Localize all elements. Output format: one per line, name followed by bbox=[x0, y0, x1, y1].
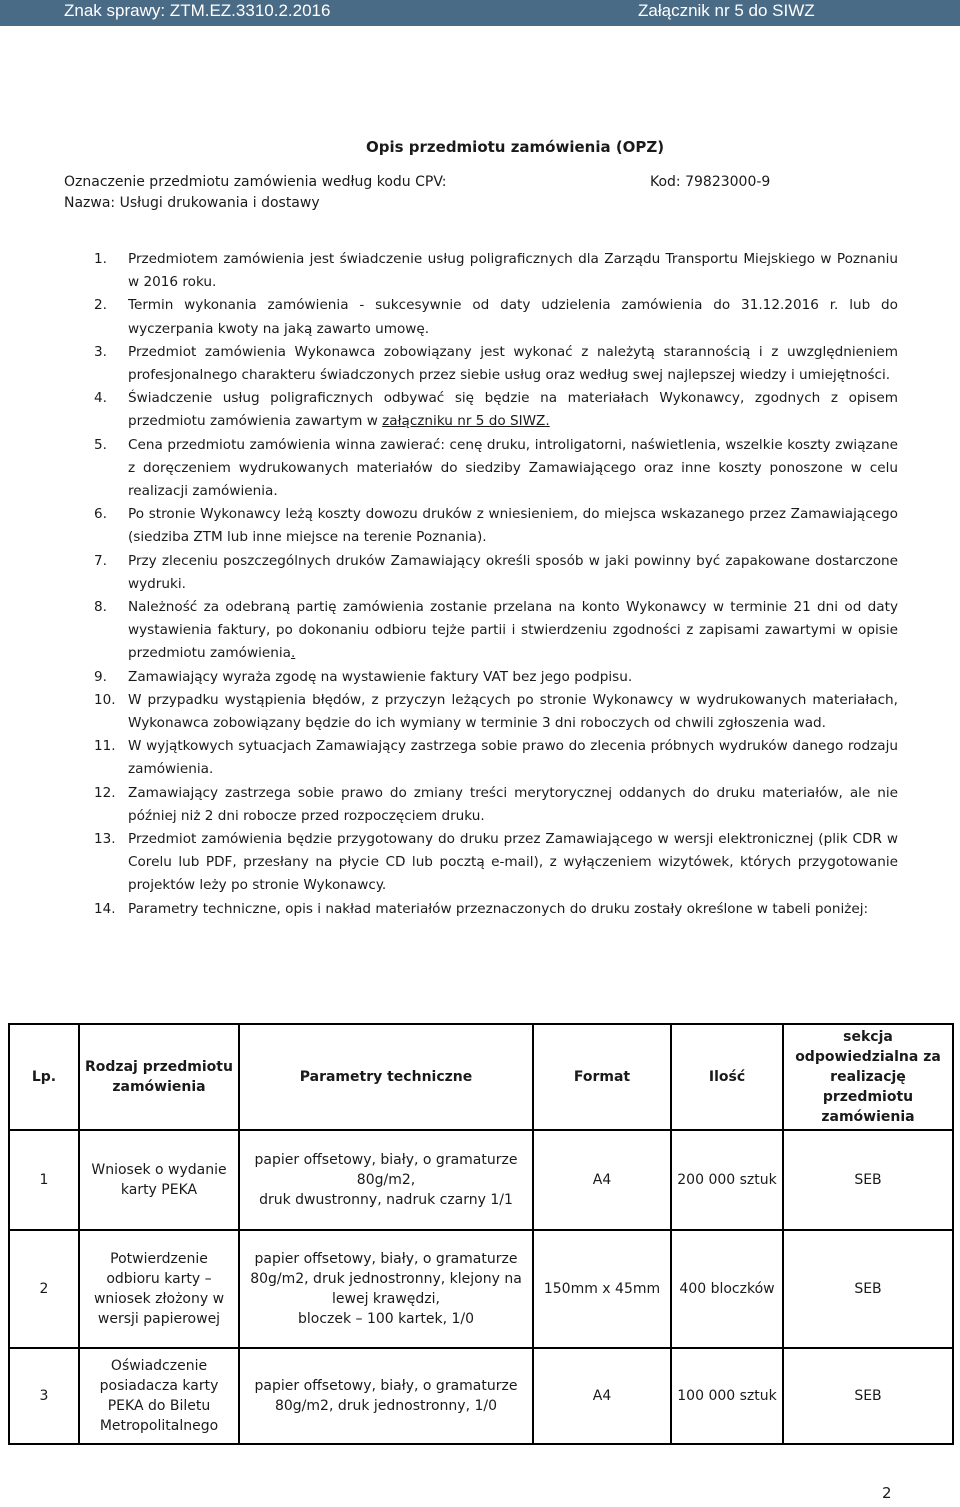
item-text-body: W przypadku wystąpienia błędów, z przyczyn leżących po stronie Wykonawcy w wydrukowanych materiałach, Wykonawca zobowiązany będzie do ich wymiany w terminie 3 dni roboczych od chwili zgłoszenia wad. bbox=[128, 691, 898, 732]
item-text-body: Parametry techniczne, opis i nakład materiałów przeznaczonych do druku zostały określone w tabeli poniżej: bbox=[128, 900, 869, 917]
specification-table bbox=[8, 1023, 954, 1445]
item-text-body: Zamawiający wyraża zgodę na wystawienie faktury VAT bez jego podpisu. bbox=[128, 668, 633, 685]
underlined-reference: załączniku nr 5 do SIWZ. bbox=[382, 413, 550, 430]
item-number: 8. bbox=[94, 599, 107, 616]
table-row bbox=[9, 1348, 953, 1444]
item-text bbox=[128, 596, 898, 666]
item-text-body: Przedmiot zamówienia będzie przygotowany do druku przez Zamawiającego w wersji elektronicznej (plik CDR w Corelu lub PDF, przesłany na płycie CD lub pocztą e-mail), z wyłączeniem wizytówek, których przygotowanie projektów leży po stronie Wykonawcy. bbox=[128, 831, 898, 894]
list-item bbox=[94, 341, 898, 387]
item-text-body: Po stronie Wykonawcy leżą koszty dowozu druków z wniesieniem, do miejsca wskazanego przez Zamawiającego (siedziba ZTM lub inne miejsce na terenie Poznania). bbox=[128, 506, 898, 546]
page-number: 2 bbox=[882, 1484, 892, 1502]
service-name: Nazwa: Usługi drukowania i dostawy bbox=[64, 195, 320, 211]
item-number: 1. bbox=[94, 251, 107, 267]
list-item bbox=[94, 666, 898, 689]
cell-format: 150mm x 45mm bbox=[533, 1230, 671, 1348]
header-lp: Lp. bbox=[9, 1024, 79, 1130]
list-item bbox=[94, 596, 898, 666]
header-section: sekcja odpowiedzialna za realizację przedmiotu zamówienia bbox=[783, 1024, 953, 1130]
item-number: 14. bbox=[94, 900, 116, 917]
item-text bbox=[128, 828, 898, 898]
item-text bbox=[128, 666, 898, 689]
cell-format: A4 bbox=[533, 1348, 671, 1444]
list-item bbox=[94, 387, 898, 433]
item-text-body: Świadczenie usług poligraficznych odbywać się będzie na materiałach Wykonawcy, zgodnych z opisem przedmiotu zamówienia zawartym w bbox=[128, 390, 898, 430]
item-number: 2. bbox=[94, 297, 107, 314]
item-text bbox=[128, 898, 898, 921]
list-item bbox=[94, 782, 898, 828]
item-text bbox=[128, 503, 898, 549]
cpv-label: Oznaczenie przedmiotu zamówienia według kodu CPV: bbox=[64, 174, 447, 190]
item-text-body: Przy zleceniu poszczególnych druków Zamawiający określi sposób w jaki powinny być zapakowane dostarczone wydruki. bbox=[128, 552, 898, 592]
list-item bbox=[94, 550, 898, 596]
list-item bbox=[94, 828, 898, 898]
cell-section: SEB bbox=[783, 1230, 953, 1348]
list-item bbox=[94, 689, 898, 735]
item-text-body: Przedmiotem zamówienia jest świadczenie usług poligraficznych dla Zarządu Transportu Miejskiego w Poznaniu w 2016 roku. bbox=[128, 251, 898, 291]
cell-params: papier offsetowy, biały, o gramaturze 80g/m2, druk jednostronny, klejony na lewej krawędzi, bloczek – 100 kartek, 1/0 bbox=[239, 1230, 533, 1348]
document-title: Opis przedmiotu zamówienia (OPZ) bbox=[366, 138, 665, 156]
cell-format: A4 bbox=[533, 1130, 671, 1230]
item-text-body: Cena przedmiotu zamówienia winna zawierać: cenę druku, introligatorni, naświetlenia, wszelkie koszty związane z doręczeniem wydrukowanych materiałów do siedziby Zamawiającego oraz inne koszty ponoszone w celu realizacji zamówienia. bbox=[128, 436, 898, 500]
item-text bbox=[128, 689, 898, 735]
cell-lp: 2 bbox=[9, 1230, 79, 1348]
cell-quantity: 200 000 sztuk bbox=[671, 1130, 783, 1230]
list-item bbox=[94, 503, 898, 549]
item-number: 10. bbox=[94, 691, 116, 708]
table-row bbox=[9, 1230, 953, 1348]
item-text bbox=[128, 387, 898, 433]
item-number: 7. bbox=[94, 552, 107, 569]
cell-section: SEB bbox=[783, 1130, 953, 1230]
item-number: 3. bbox=[94, 343, 107, 360]
cpv-code: Kod: 79823000-9 bbox=[650, 174, 771, 190]
attachment-label: Załącznik nr 5 do SIWZ bbox=[638, 1, 815, 20]
item-text bbox=[128, 550, 898, 596]
cell-quantity: 400 bloczków bbox=[671, 1230, 783, 1348]
table-header-row bbox=[9, 1024, 953, 1130]
item-number: 5. bbox=[94, 436, 107, 453]
page-header bbox=[0, 0, 960, 26]
item-text-body: Należność za odebraną partię zamówienia zostanie przelana na konto Wykonawcy w terminie 21 dni od daty wystawienia faktury, po dokonaniu odbioru tejże partii i stwierdzeniu zgodności z zapisami zawartymi w opisie przedmiotu zamówienia bbox=[128, 599, 898, 662]
list-item bbox=[94, 434, 898, 504]
item-text bbox=[128, 782, 898, 828]
list-item bbox=[94, 898, 898, 921]
item-text bbox=[128, 294, 898, 340]
header-params: Parametry techniczne bbox=[239, 1024, 533, 1130]
case-number: Znak sprawy: ZTM.EZ.3310.2.2016 bbox=[64, 1, 331, 20]
cell-params: papier offsetowy, biały, o gramaturze 80g/m2, druk dwustronny, nadruk czarny 1/1 bbox=[239, 1130, 533, 1230]
item-number: 6. bbox=[94, 506, 107, 523]
requirements-list bbox=[94, 248, 898, 921]
item-number: 11. bbox=[94, 738, 116, 755]
item-text-body: W wyjątkowych sytuacjach Zamawiający zastrzega sobie prawo do zlecenia próbnych wydruków danego rodzaju zamówienia. bbox=[128, 738, 898, 778]
item-text bbox=[128, 735, 898, 781]
item-number: 12. bbox=[94, 784, 116, 801]
underlined-reference: . bbox=[290, 645, 296, 662]
item-text bbox=[128, 341, 898, 387]
cell-lp: 1 bbox=[9, 1130, 79, 1230]
item-text bbox=[128, 248, 898, 294]
header-quantity: Ilość bbox=[671, 1024, 783, 1130]
list-item bbox=[94, 294, 898, 340]
item-number: 4. bbox=[94, 390, 107, 407]
cell-lp: 3 bbox=[9, 1348, 79, 1444]
item-number: 9. bbox=[94, 668, 107, 685]
cell-type: Wniosek o wydanie karty PEKA bbox=[79, 1130, 239, 1230]
cell-params: papier offsetowy, biały, o gramaturze 80g/m2, druk jednostronny, 1/0 bbox=[239, 1348, 533, 1444]
cell-type: Oświadczenie posiadacza karty PEKA do Biletu Metropolitalnego bbox=[79, 1348, 239, 1444]
cell-type: Potwierdzenie odbioru karty – wniosek złożony w wersji papierowej bbox=[79, 1230, 239, 1348]
table-row bbox=[9, 1130, 953, 1230]
list-item bbox=[94, 248, 898, 294]
item-number: 13. bbox=[94, 831, 116, 848]
item-text bbox=[128, 434, 898, 504]
cell-quantity: 100 000 sztuk bbox=[671, 1348, 783, 1444]
item-text-body: Zamawiający zastrzega sobie prawo do zmiany treści merytorycznej oddanych do druku materiałów, ale nie później niż 2 dni robocze przed rozpoczęciem druku. bbox=[128, 784, 898, 824]
item-text-body: Przedmiot zamówienia Wykonawca zobowiązany jest wykonać z należytą starannością i z uwzględnieniem profesjonalnego charakteru świadczonych przez siebie usług oraz według swej najlepszej wiedzy i umiejętności. bbox=[128, 343, 898, 384]
cell-section: SEB bbox=[783, 1348, 953, 1444]
header-type: Rodzaj przedmiotu zamówienia bbox=[79, 1024, 239, 1130]
item-text-body: Termin wykonania zamówienia - sukcesywnie od daty udzielenia zamówienia do 31.12.2016 r. lub do wyczerpania kwoty na jaką zawarto umowę. bbox=[128, 297, 898, 337]
list-item bbox=[94, 735, 898, 781]
header-format: Format bbox=[533, 1024, 671, 1130]
